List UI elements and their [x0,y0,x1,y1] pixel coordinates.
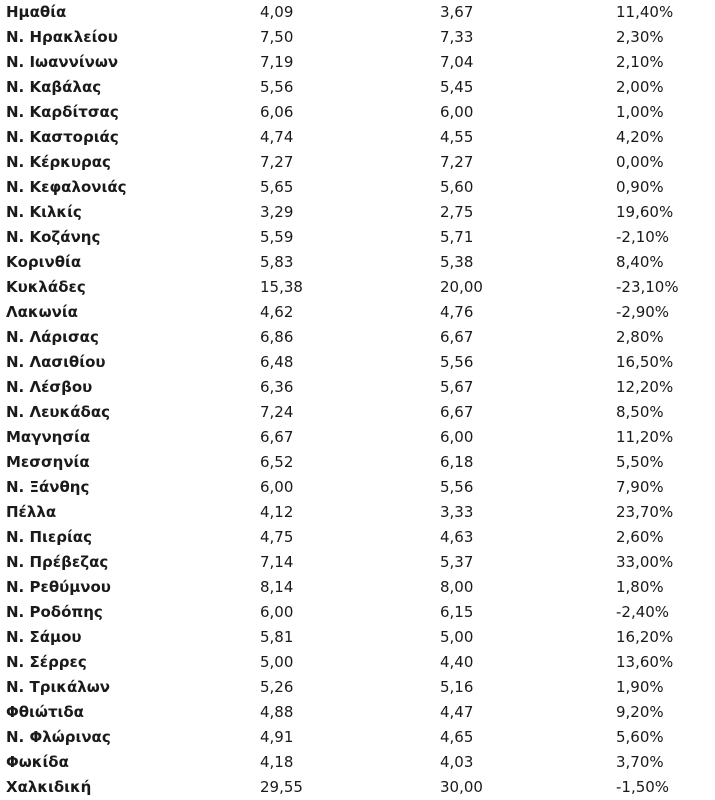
value-a-cell: 6,86 [260,328,294,346]
region-cell: Πέλλα [6,503,57,521]
table-row [0,250,715,275]
value-a-cell: 4,18 [260,753,294,771]
table-row [0,175,715,200]
table-row [0,25,715,50]
change-cell: 8,40% [616,253,664,271]
value-a-cell: 5,59 [260,228,294,246]
change-cell: 8,50% [616,403,664,421]
value-a-cell: 8,14 [260,578,294,596]
change-cell: 0,00% [616,153,664,171]
change-cell: 3,70% [616,753,664,771]
region-cell: Ν. Ρεθύμνου [6,578,111,596]
region-cell: Ν. Φλώρινας [6,728,111,746]
value-a-cell: 4,09 [260,3,294,21]
table-row [0,425,715,450]
change-cell: 2,60% [616,528,664,546]
change-cell: -2,40% [616,603,670,621]
value-b-cell: 6,18 [440,453,474,471]
value-b-cell: 5,71 [440,228,474,246]
value-b-cell: 3,67 [440,3,474,21]
value-a-cell: 6,52 [260,453,294,471]
value-b-cell: 4,76 [440,303,474,321]
value-b-cell: 5,16 [440,678,474,696]
change-cell: -2,10% [616,228,670,246]
region-cell: Ν. Κεφαλονιάς [6,178,127,196]
region-cell: Ν. Ιωαννίνων [6,53,119,71]
region-cell: Ν. Ροδόπης [6,603,103,621]
change-cell: 2,30% [616,28,664,46]
region-cell: Λακωνία [6,303,78,321]
value-b-cell: 5,60 [440,178,474,196]
change-cell: -2,90% [616,303,670,321]
table-row [0,200,715,225]
table-row [0,275,715,300]
value-a-cell: 6,06 [260,103,294,121]
table-row [0,375,715,400]
value-b-cell: 7,04 [440,53,474,71]
table-row [0,525,715,550]
region-cell: Ν. Καρδίτσας [6,103,119,121]
value-b-cell: 5,67 [440,378,474,396]
value-b-cell: 4,55 [440,128,474,146]
value-b-cell: 5,38 [440,253,474,271]
region-cell: Μαγνησία [6,428,91,446]
table-row [0,475,715,500]
table-row [0,125,715,150]
value-b-cell: 6,67 [440,403,474,421]
value-b-cell: 4,47 [440,703,474,721]
table-row [0,500,715,525]
value-b-cell: 4,65 [440,728,474,746]
value-a-cell: 5,81 [260,628,294,646]
region-cell: Ν. Λάρισας [6,328,99,346]
value-a-cell: 4,12 [260,503,294,521]
change-cell: 16,20% [616,628,674,646]
table-row [0,350,715,375]
region-cell: Ν. Τρικάλων [6,678,110,696]
value-b-cell: 6,15 [440,603,474,621]
region-cell: Κυκλάδες [6,278,86,296]
value-a-cell: 5,00 [260,653,294,671]
value-b-cell: 5,37 [440,553,474,571]
change-cell: 5,50% [616,453,664,471]
region-cell: Ν. Λευκάδας [6,403,111,421]
value-b-cell: 7,27 [440,153,474,171]
table-row [0,550,715,575]
value-b-cell: 6,67 [440,328,474,346]
table-row [0,625,715,650]
table-row [0,100,715,125]
value-b-cell: 4,40 [440,653,474,671]
region-cell: Κορινθία [6,253,82,271]
change-cell: -1,50% [616,778,670,796]
change-cell: -23,10% [616,278,679,296]
value-a-cell: 6,36 [260,378,294,396]
value-a-cell: 7,19 [260,53,294,71]
value-a-cell: 6,67 [260,428,294,446]
value-a-cell: 15,38 [260,278,303,296]
value-b-cell: 6,00 [440,103,474,121]
table-row [0,50,715,75]
value-b-cell: 7,33 [440,28,474,46]
table-row [0,600,715,625]
value-a-cell: 5,65 [260,178,294,196]
table-row [0,225,715,250]
table-row [0,0,715,25]
change-cell: 16,50% [616,353,674,371]
value-a-cell: 6,48 [260,353,294,371]
region-cell: Ν. Ηρακλείου [6,28,118,46]
value-a-cell: 4,88 [260,703,294,721]
table-row [0,700,715,725]
table-row [0,300,715,325]
value-a-cell: 7,24 [260,403,294,421]
region-cell: Ν. Σέρρες [6,653,87,671]
region-cell: Ν. Κιλκίς [6,203,82,221]
table-row [0,725,715,750]
table-row [0,750,715,775]
value-a-cell: 7,14 [260,553,294,571]
change-cell: 13,60% [616,653,674,671]
value-b-cell: 5,56 [440,478,474,496]
change-cell: 1,80% [616,578,664,596]
region-cell: Φθιώτιδα [6,703,84,721]
change-cell: 0,90% [616,178,664,196]
value-b-cell: 8,00 [440,578,474,596]
region-cell: Μεσσηνία [6,453,90,471]
change-cell: 33,00% [616,553,674,571]
value-a-cell: 4,74 [260,128,294,146]
value-b-cell: 3,33 [440,503,474,521]
value-a-cell: 4,91 [260,728,294,746]
value-a-cell: 7,27 [260,153,294,171]
value-a-cell: 7,50 [260,28,294,46]
value-a-cell: 5,56 [260,78,294,96]
value-a-cell: 5,26 [260,678,294,696]
change-cell: 9,20% [616,703,664,721]
value-b-cell: 2,75 [440,203,474,221]
value-b-cell: 20,00 [440,278,483,296]
region-cell: Ν. Λασιθίου [6,353,106,371]
table-row [0,675,715,700]
region-cell: Ν. Πρέβεζας [6,553,109,571]
value-a-cell: 3,29 [260,203,294,221]
table-row [0,575,715,600]
value-a-cell: 5,83 [260,253,294,271]
change-cell: 11,20% [616,428,674,446]
change-cell: 5,60% [616,728,664,746]
region-cell: Ν. Σάμου [6,628,82,646]
table-row [0,775,715,800]
change-cell: 2,00% [616,78,664,96]
change-cell: 2,10% [616,53,664,71]
table-row [0,400,715,425]
region-cell: Χαλκιδική [6,778,92,796]
region-cell: Ν. Λέσβου [6,378,93,396]
value-a-cell: 6,00 [260,478,294,496]
change-cell: 2,80% [616,328,664,346]
table-row [0,450,715,475]
value-b-cell: 5,00 [440,628,474,646]
value-a-cell: 4,62 [260,303,294,321]
change-cell: 23,70% [616,503,674,521]
value-b-cell: 5,56 [440,353,474,371]
value-b-cell: 5,45 [440,78,474,96]
value-a-cell: 29,55 [260,778,303,796]
region-cell: Φωκίδα [6,753,69,771]
region-cell: Ημαθία [6,3,67,21]
table-row [0,75,715,100]
change-cell: 12,20% [616,378,674,396]
change-cell: 11,40% [616,3,674,21]
change-cell: 19,60% [616,203,674,221]
region-cell: Ν. Πιερίας [6,528,93,546]
region-cell: Ν. Κέρκυρας [6,153,111,171]
region-cell: Ν. Κοζάνης [6,228,101,246]
change-cell: 1,00% [616,103,664,121]
change-cell: 4,20% [616,128,664,146]
table-row [0,650,715,675]
value-a-cell: 4,75 [260,528,294,546]
table-row [0,150,715,175]
region-cell: Ν. Καστοριάς [6,128,119,146]
value-b-cell: 6,00 [440,428,474,446]
value-a-cell: 6,00 [260,603,294,621]
value-b-cell: 30,00 [440,778,483,796]
table-row [0,325,715,350]
region-cell: Ν. Καβάλας [6,78,102,96]
change-cell: 1,90% [616,678,664,696]
change-cell: 7,90% [616,478,664,496]
value-b-cell: 4,03 [440,753,474,771]
region-cell: Ν. Ξάνθης [6,478,90,496]
value-b-cell: 4,63 [440,528,474,546]
